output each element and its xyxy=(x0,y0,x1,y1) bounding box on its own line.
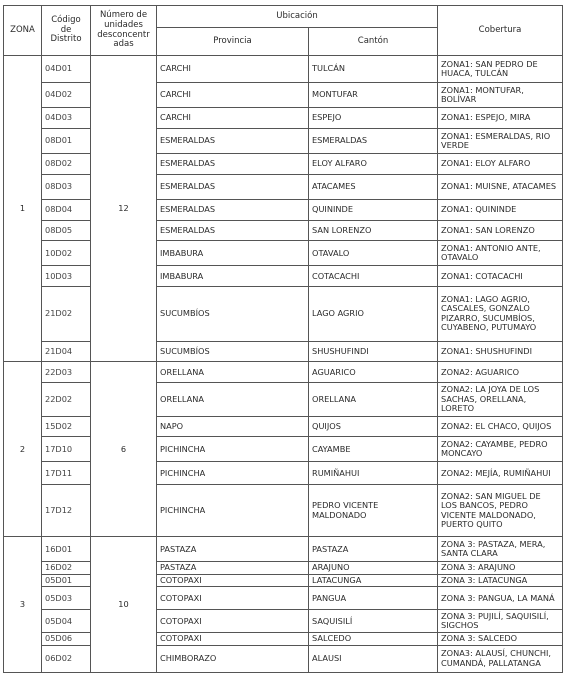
table-row xyxy=(4,383,563,416)
cell-codigo: 08D05 xyxy=(42,220,91,241)
table-row xyxy=(4,416,563,437)
cell-codigo: 04D02 xyxy=(42,83,91,108)
table-row xyxy=(4,645,563,672)
cell-cobertura: ZONA1: QUININDE xyxy=(438,199,563,220)
cell-cobertura: ZONA1: ANTONIO ANTE, OTAVALO xyxy=(438,241,563,266)
table-row xyxy=(4,537,563,562)
table-row xyxy=(4,128,563,153)
cell-canton: LAGO AGRIO xyxy=(309,287,438,341)
cell-codigo: 22D03 xyxy=(42,362,91,383)
cell-canton: PANGUA xyxy=(309,587,438,610)
cell-codigo: 08D01 xyxy=(42,128,91,153)
cell-provincia: PICHINCHA xyxy=(157,437,309,462)
cell-codigo: 06D02 xyxy=(42,645,91,672)
cell-canton: ATACAMES xyxy=(309,174,438,199)
cell-provincia: PICHINCHA xyxy=(157,485,309,537)
table-row xyxy=(4,485,563,537)
cell-codigo: 05D04 xyxy=(42,610,91,633)
cell-codigo: 08D03 xyxy=(42,174,91,199)
cell-cobertura: ZONA 3: PUJILÍ, SAQUISILÍ, SIGCHOS xyxy=(438,610,563,633)
cell-provincia: NAPO xyxy=(157,416,309,437)
cell-codigo: 05D03 xyxy=(42,587,91,610)
cell-provincia: PASTAZA xyxy=(157,537,309,562)
header-codigo: Código de Distrito xyxy=(42,6,91,56)
cell-canton: LATACUNGA xyxy=(309,574,438,587)
cell-codigo: 22D02 xyxy=(42,383,91,416)
table-row xyxy=(4,587,563,610)
cell-canton: COTACACHI xyxy=(309,266,438,287)
district-table xyxy=(3,5,563,673)
table-row xyxy=(4,437,563,462)
table-row xyxy=(4,241,563,266)
cell-canton: QUIJOS xyxy=(309,416,438,437)
table-row xyxy=(4,220,563,241)
table-row xyxy=(4,362,563,383)
cell-cobertura: ZONA1: ELOY ALFARO xyxy=(438,153,563,174)
cell-provincia: PASTAZA xyxy=(157,562,309,575)
cell-cobertura: ZONA1: MONTUFAR, BOLÍVAR xyxy=(438,83,563,108)
cell-cobertura: ZONA1: ESMERALDAS, RIO VERDE xyxy=(438,128,563,153)
cell-cobertura: ZONA1: MUISNE, ATACAMES xyxy=(438,174,563,199)
cell-provincia: PICHINCHA xyxy=(157,462,309,485)
cell-codigo: 05D06 xyxy=(42,633,91,646)
cell-codigo: 10D02 xyxy=(42,241,91,266)
cell-provincia: ESMERALDAS xyxy=(157,153,309,174)
cell-zona: 2 xyxy=(4,362,42,537)
cell-provincia: ESMERALDAS xyxy=(157,128,309,153)
table-body xyxy=(4,56,563,673)
cell-canton: PASTAZA xyxy=(309,537,438,562)
cell-codigo: 21D04 xyxy=(42,341,91,362)
header-zona: ZONA xyxy=(4,6,42,56)
table-row xyxy=(4,56,563,83)
cell-cobertura: ZONA2: LA JOYA DE LOS SACHAS, ORELLANA, LORETO xyxy=(438,383,563,416)
cell-cobertura: ZONA 3: LATACUNGA xyxy=(438,574,563,587)
cell-codigo: 05D01 xyxy=(42,574,91,587)
cell-codigo: 04D01 xyxy=(42,56,91,83)
cell-canton: CAYAMBE xyxy=(309,437,438,462)
cell-provincia: ORELLANA xyxy=(157,383,309,416)
table-row xyxy=(4,108,563,129)
cell-cobertura: ZONA 3: SALCEDO xyxy=(438,633,563,646)
cell-codigo: 17D11 xyxy=(42,462,91,485)
table-row xyxy=(4,199,563,220)
cell-cobertura: ZONA2: SAN MIGUEL DE LOS BANCOS, PEDRO VICENTE MALDONADO, PUERTO QUITO xyxy=(438,485,563,537)
header-cobertura: Cobertura xyxy=(438,6,563,56)
cell-cobertura: ZONA2: AGUARICO xyxy=(438,362,563,383)
cell-canton: SAN LORENZO xyxy=(309,220,438,241)
table-row xyxy=(4,287,563,341)
cell-provincia: CHIMBORAZO xyxy=(157,645,309,672)
table-row xyxy=(4,462,563,485)
cell-provincia: COTOPAXI xyxy=(157,610,309,633)
cell-canton: OTAVALO xyxy=(309,241,438,266)
cell-provincia: ESMERALDAS xyxy=(157,174,309,199)
cell-codigo: 17D10 xyxy=(42,437,91,462)
cell-cobertura: ZONA1: LAGO AGRIO, CASCALES, GONZALO PIZARRO, SUCUMBÍOS, CUYABENO, PUTUMAYO xyxy=(438,287,563,341)
cell-cobertura: ZONA1: ESPEJO, MIRA xyxy=(438,108,563,129)
cell-canton: ARAJUNO xyxy=(309,562,438,575)
cell-canton: ELOY ALFARO xyxy=(309,153,438,174)
cell-provincia: CARCHI xyxy=(157,108,309,129)
cell-canton: PEDRO VICENTE MALDONADO xyxy=(309,485,438,537)
cell-cobertura: ZONA3: ALAUSÍ, CHUNCHI, CUMANDÁ, PALLATANGA xyxy=(438,645,563,672)
cell-provincia: IMBABURA xyxy=(157,266,309,287)
cell-codigo: 04D03 xyxy=(42,108,91,129)
cell-canton: SALCEDO xyxy=(309,633,438,646)
header-ubicacion: Ubicación xyxy=(157,6,438,28)
cell-unidades: 10 xyxy=(91,537,157,673)
cell-zona: 3 xyxy=(4,537,42,673)
cell-codigo: 17D12 xyxy=(42,485,91,537)
header-canton: Cantón xyxy=(309,28,438,56)
cell-cobertura: ZONA1: COTACACHI xyxy=(438,266,563,287)
table-row xyxy=(4,610,563,633)
cell-cobertura: ZONA2: EL CHACO, QUIJOS xyxy=(438,416,563,437)
cell-canton: ESPEJO xyxy=(309,108,438,129)
table-row xyxy=(4,266,563,287)
cell-provincia: COTOPAXI xyxy=(157,633,309,646)
cell-provincia: ESMERALDAS xyxy=(157,199,309,220)
cell-codigo: 15D02 xyxy=(42,416,91,437)
cell-provincia: SUCUMBÍOS xyxy=(157,341,309,362)
cell-canton: AGUARICO xyxy=(309,362,438,383)
cell-codigo: 10D03 xyxy=(42,266,91,287)
cell-provincia: CARCHI xyxy=(157,56,309,83)
cell-codigo: 16D02 xyxy=(42,562,91,575)
table-row xyxy=(4,562,563,575)
cell-cobertura: ZONA 3: PANGUA, LA MANÁ xyxy=(438,587,563,610)
cell-provincia: ESMERALDAS xyxy=(157,220,309,241)
header-unidades: Número de unidades desconcentr adas xyxy=(91,6,157,56)
cell-cobertura: ZONA1: SAN PEDRO DE HUACA, TULCÁN xyxy=(438,56,563,83)
cell-provincia: COTOPAXI xyxy=(157,587,309,610)
cell-canton: SHUSHUFINDI xyxy=(309,341,438,362)
cell-codigo: 21D02 xyxy=(42,287,91,341)
table-row xyxy=(4,341,563,362)
cell-codigo: 16D01 xyxy=(42,537,91,562)
cell-cobertura: ZONA2: CAYAMBE, PEDRO MONCAYO xyxy=(438,437,563,462)
cell-provincia: CARCHI xyxy=(157,83,309,108)
table-row xyxy=(4,574,563,587)
cell-canton: RUMIÑAHUI xyxy=(309,462,438,485)
cell-canton: SAQUISILÍ xyxy=(309,610,438,633)
cell-zona: 1 xyxy=(4,56,42,362)
cell-provincia: SUCUMBÍOS xyxy=(157,287,309,341)
cell-provincia: COTOPAXI xyxy=(157,574,309,587)
header-provincia: Provincia xyxy=(157,28,309,56)
table-row xyxy=(4,633,563,646)
cell-unidades: 12 xyxy=(91,56,157,362)
cell-provincia: IMBABURA xyxy=(157,241,309,266)
cell-cobertura: ZONA1: SHUSHUFINDI xyxy=(438,341,563,362)
table-row xyxy=(4,153,563,174)
table-row xyxy=(4,83,563,108)
cell-unidades: 6 xyxy=(91,362,157,537)
cell-provincia: ORELLANA xyxy=(157,362,309,383)
cell-canton: ESMERALDAS xyxy=(309,128,438,153)
cell-cobertura: ZONA2: MEJÍA, RUMIÑAHUI xyxy=(438,462,563,485)
cell-canton: MONTUFAR xyxy=(309,83,438,108)
cell-canton: TULCÁN xyxy=(309,56,438,83)
cell-canton: ORELLANA xyxy=(309,383,438,416)
cell-cobertura: ZONA1: SAN LORENZO xyxy=(438,220,563,241)
cell-canton: ALAUSI xyxy=(309,645,438,672)
cell-canton: QUININDE xyxy=(309,199,438,220)
cell-codigo: 08D04 xyxy=(42,199,91,220)
cell-cobertura: ZONA 3: ARAJUNO xyxy=(438,562,563,575)
table-row xyxy=(4,174,563,199)
cell-codigo: 08D02 xyxy=(42,153,91,174)
cell-cobertura: ZONA 3: PASTAZA, MERA, SANTA CLARA xyxy=(438,537,563,562)
